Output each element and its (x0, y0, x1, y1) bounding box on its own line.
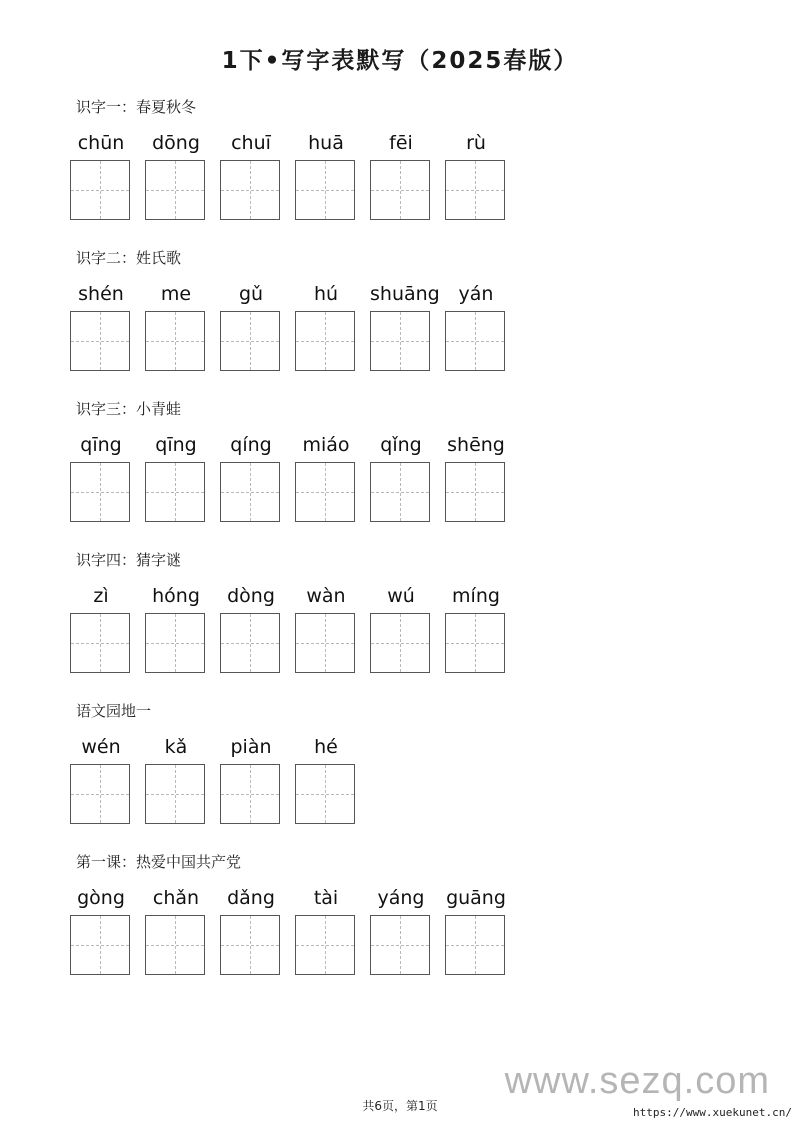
writing-grid-box (220, 764, 280, 824)
character-cell (445, 432, 507, 522)
writing-grid-box (295, 764, 355, 824)
writing-grid-box (370, 613, 430, 673)
character-cell (295, 432, 357, 522)
pinyin-label: huā (308, 132, 344, 154)
section-title: 识字四：猜字谜 (76, 551, 182, 569)
writing-grid-box (370, 462, 430, 522)
writing-grid-box (220, 613, 280, 673)
section-title: 识字二：姓氏歌 (76, 249, 182, 267)
pinyin-label: yáng (377, 887, 425, 909)
pinyin-label: chūn (77, 132, 125, 154)
section (70, 247, 730, 371)
character-cell (370, 130, 432, 220)
character-cell (145, 583, 207, 673)
character-cell (220, 583, 282, 673)
pinyin-label: chuī (231, 132, 271, 154)
pinyin-label: zì (93, 585, 109, 607)
character-cell (445, 583, 507, 673)
character-cell (145, 885, 207, 975)
pinyin-label: wén (81, 736, 121, 758)
writing-grid-box (220, 462, 280, 522)
pinyin-label: wú (387, 585, 415, 607)
writing-grid-box (145, 160, 205, 220)
character-cell (295, 130, 357, 220)
character-row (70, 583, 730, 673)
writing-grid-box (70, 462, 130, 522)
character-cell (70, 734, 132, 824)
character-cell (370, 281, 440, 371)
character-cell (220, 734, 282, 824)
character-cell (70, 885, 132, 975)
pinyin-label: dǎng (227, 887, 275, 909)
character-cell (145, 734, 207, 824)
character-cell (70, 130, 132, 220)
section-title: 语文园地一 (76, 702, 152, 720)
writing-grid-box (70, 311, 130, 371)
pinyin-label: hé (314, 736, 338, 758)
writing-grid-box (70, 764, 130, 824)
character-cell (295, 734, 357, 824)
character-row (70, 734, 730, 824)
page-number: 共6页，第1页 (362, 1099, 438, 1113)
pinyin-label: piàn (230, 736, 272, 758)
pinyin-label: gǔ (238, 283, 264, 305)
character-cell (370, 583, 432, 673)
pinyin-label: miáo (302, 434, 350, 456)
character-cell (445, 130, 507, 220)
character-cell (145, 432, 207, 522)
section (70, 549, 730, 673)
pinyin-label: dōng (152, 132, 200, 154)
pinyin-label: shēng (447, 434, 505, 456)
footer-url: https://www.xuekunet.cn/ (633, 1106, 792, 1119)
writing-grid-box (445, 311, 505, 371)
writing-grid-box (370, 160, 430, 220)
writing-grid-box (220, 311, 280, 371)
pinyin-label: qīng (80, 434, 122, 456)
character-row (70, 432, 730, 522)
writing-grid-box (220, 915, 280, 975)
character-cell (70, 432, 132, 522)
pinyin-label: dòng (227, 585, 275, 607)
pinyin-label: shén (78, 283, 124, 305)
watermark: www.sezq.com (504, 1060, 770, 1102)
writing-grid-box (70, 613, 130, 673)
writing-grid-box (445, 613, 505, 673)
character-cell (295, 885, 357, 975)
pinyin-label: chǎn (152, 887, 200, 909)
pinyin-label: kǎ (164, 736, 188, 758)
section (70, 700, 730, 824)
writing-grid-box (295, 462, 355, 522)
writing-grid-box (295, 915, 355, 975)
writing-grid-box (70, 160, 130, 220)
pinyin-label: hú (313, 283, 339, 305)
character-cell (145, 130, 207, 220)
pinyin-label: tài (313, 887, 339, 909)
section (70, 96, 730, 220)
character-row (70, 281, 730, 371)
pinyin-label: fēi (389, 132, 413, 154)
writing-grid-box (145, 613, 205, 673)
character-row (70, 130, 730, 220)
writing-grid-box (295, 613, 355, 673)
character-cell (220, 281, 282, 371)
writing-grid-box (295, 311, 355, 371)
character-cell (370, 432, 432, 522)
section-title: 第一课：热爱中国共产党 (76, 853, 242, 871)
writing-grid-box (70, 915, 130, 975)
character-cell (445, 885, 507, 975)
character-cell (295, 583, 357, 673)
writing-grid-box (295, 160, 355, 220)
section-title: 识字三：小青蛙 (76, 400, 182, 418)
pinyin-label: guāng (446, 887, 506, 909)
writing-grid-box (370, 915, 430, 975)
pinyin-label: qǐng (380, 434, 422, 456)
pinyin-label: me (160, 283, 192, 305)
character-cell (220, 432, 282, 522)
character-cell (295, 281, 357, 371)
character-cell (370, 885, 432, 975)
writing-grid-box (145, 462, 205, 522)
writing-grid-box (145, 311, 205, 371)
writing-grid-box (220, 160, 280, 220)
character-cell (145, 281, 207, 371)
character-cell (70, 583, 132, 673)
pinyin-label: yán (458, 283, 494, 305)
writing-grid-box (445, 915, 505, 975)
pinyin-label: hóng (152, 585, 200, 607)
page-title: 1下•写字表默写（2025春版） (221, 48, 579, 74)
writing-grid-box (445, 160, 505, 220)
character-cell (70, 281, 132, 371)
pinyin-label: rù (466, 132, 486, 154)
character-row (70, 885, 730, 975)
writing-grid-box (445, 462, 505, 522)
character-cell (220, 885, 282, 975)
pinyin-label: wàn (306, 585, 346, 607)
writing-grid-box (145, 764, 205, 824)
writing-grid-box (370, 311, 430, 371)
pinyin-label: gòng (77, 887, 125, 909)
character-cell (220, 130, 282, 220)
pinyin-label: míng (452, 585, 500, 607)
section (70, 851, 730, 975)
writing-grid-box (145, 915, 205, 975)
section-title: 识字一：春夏秋冬 (76, 98, 197, 116)
character-cell (445, 281, 507, 371)
pinyin-label: qīng (155, 434, 197, 456)
pinyin-label: shuāng (370, 283, 440, 305)
pinyin-label: qíng (230, 434, 272, 456)
section (70, 398, 730, 522)
